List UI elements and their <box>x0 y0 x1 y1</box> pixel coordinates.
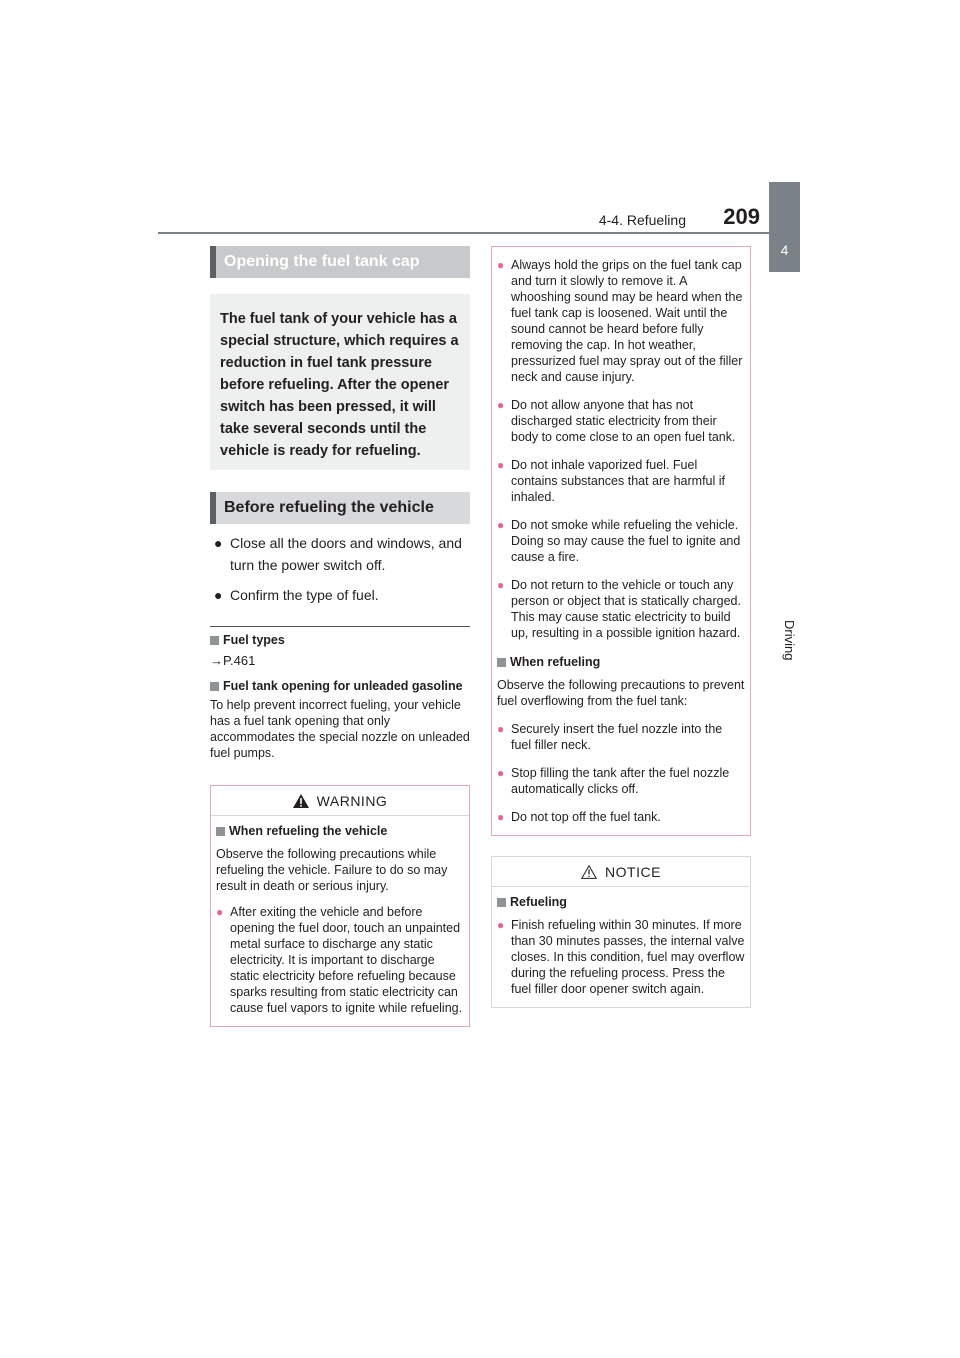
chapter-number: 4 <box>780 242 789 258</box>
chapter-tab <box>769 182 800 272</box>
notice-triangle-icon <box>581 865 597 879</box>
warning-triangle-icon <box>293 794 309 808</box>
bullet-text: Stop filling the tank after the fuel nozzle automatically clicks off. <box>511 766 730 796</box>
square-bullet-icon <box>497 658 506 667</box>
chapter-label: Driving <box>782 620 797 661</box>
square-bullet-icon <box>497 898 506 907</box>
warning-body <box>211 816 469 1026</box>
opening-text: To help prevent incorrect fueling, your vehicle has a fuel tank opening that only accommodates the special nozzle on unleaded fuel pumps. <box>210 698 470 760</box>
bullet-text: Do not allow anyone that has not discharged static electricity from their body to come close to an open fuel tank. <box>511 398 736 444</box>
notice-header <box>492 857 750 887</box>
bullet-text: Do not top off the fuel tank. <box>511 810 661 824</box>
section-heading-text: Opening the fuel tank cap <box>224 253 420 270</box>
list-item <box>210 584 470 606</box>
bullet-icon: ● <box>214 587 223 603</box>
square-bullet-icon <box>210 682 219 691</box>
warning-label: WARNING <box>316 792 388 809</box>
bullet-icon: ● <box>497 258 505 272</box>
section-title: 4-4. Refueling <box>598 212 686 228</box>
list-item <box>497 457 745 505</box>
bullet-text: Confirm the type of fuel. <box>230 587 379 603</box>
list-item <box>497 397 745 445</box>
notice-subheading <box>497 895 745 909</box>
heading-text: Refueling <box>510 895 567 909</box>
bullet-icon: ● <box>497 458 505 472</box>
bullet-text: Do not inhale vaporized fuel. Fuel contains substances that are harmful if inhaled. <box>511 458 726 504</box>
heading-text: Fuel tank opening for unleaded gasoline <box>223 679 463 693</box>
list-item <box>497 517 745 565</box>
section-heading-opening <box>210 246 470 278</box>
left-column <box>210 246 470 1027</box>
bullet-icon: ● <box>497 766 505 780</box>
fuel-types-ref: →P.461 <box>210 653 256 668</box>
bullet-icon: ● <box>216 905 224 919</box>
bullet-icon: ● <box>497 810 505 824</box>
list-item <box>210 532 470 576</box>
bullet-text: Close all the doors and windows, and turn the power switch off. <box>230 535 462 573</box>
notice-box <box>491 856 751 1008</box>
section-heading-text: Before refueling the vehicle <box>224 499 434 516</box>
bullet-text: After exiting the vehicle and before opening the fuel door, touch an unpainted metal surface to discharge any static electricity. It is important to discharge static electricity before refueling because sparks resulting from static electricity can cause fuel vapors to ignite while refueling. <box>230 905 463 1015</box>
bullet-icon: ● <box>497 518 505 532</box>
bullet-text: Securely insert the fuel nozzle into the fuel filler neck. <box>511 722 723 752</box>
bullet-icon: ● <box>497 578 505 592</box>
list-item <box>497 809 745 825</box>
notice-label: NOTICE <box>605 863 661 880</box>
list-item <box>497 765 745 797</box>
bullet-text: Finish refueling within 30 minutes. If more than 30 minutes passes, the internal valve closes. In this condition, fuel may overflow during the refueling process. Press the fuel filler door opener switch again. <box>511 918 745 996</box>
warning-box-continued <box>491 246 751 836</box>
square-bullet-icon <box>210 636 219 645</box>
warning-intro: Observe the following precautions while refueling the vehicle. Failure to do so may result in death or serious injury. <box>216 847 448 893</box>
right-column <box>491 246 751 1008</box>
heading-text: When refueling <box>510 655 601 669</box>
page-header <box>158 204 800 234</box>
list-item <box>497 917 745 997</box>
page-number: 209 <box>723 204 760 229</box>
heading-text: Fuel types <box>223 633 285 647</box>
list-item <box>216 904 464 1016</box>
bullet-icon: ● <box>214 535 223 551</box>
bullet-icon: ● <box>497 918 505 932</box>
bullet-text: Do not return to the vehicle or touch any person or object that is statically charged. This may cause static electricity to build up, resulting in a possible ignition hazard. <box>511 578 741 640</box>
warning-box <box>210 785 470 1027</box>
list-item <box>497 721 745 753</box>
intro-box: The fuel tank of your vehicle has a special structure, which requires a reduction in fuel tank pressure before refueling. After the opener switch has been pressed, it will take several seconds until the vehicle is ready for refueling. <box>210 294 470 470</box>
bullet-icon: ● <box>497 722 505 736</box>
refueling-intro: Observe the following precautions to prevent fuel overflowing from the fuel tank: <box>497 678 745 708</box>
refueling-heading <box>497 655 745 669</box>
bullet-icon: ● <box>497 398 505 412</box>
square-bullet-icon <box>216 827 225 836</box>
warning-header <box>211 786 469 816</box>
opening-heading <box>210 679 470 693</box>
bullet-text: Do not smoke while refueling the vehicle. Doing so may cause the fuel to ignite and cause a fire. <box>511 518 741 564</box>
fuel-types-heading <box>210 633 470 647</box>
heading-text: When refueling the vehicle <box>229 824 388 838</box>
section-heading-before <box>210 492 470 524</box>
bullet-list <box>210 532 470 606</box>
notice-body <box>492 887 750 1007</box>
bullet-text: Always hold the grips on the fuel tank cap and turn it slowly to remove it. A whooshing sound may be heard when the fuel tank cap is loosened. Wait until the sound cannot be heard before fully removing the cap. In hot weather, pressurized fuel may spray out of the filler neck and cause injury. <box>511 258 743 384</box>
warning-subheading <box>216 824 464 838</box>
divider <box>210 626 470 627</box>
list-item <box>497 577 745 641</box>
list-item <box>497 257 745 385</box>
